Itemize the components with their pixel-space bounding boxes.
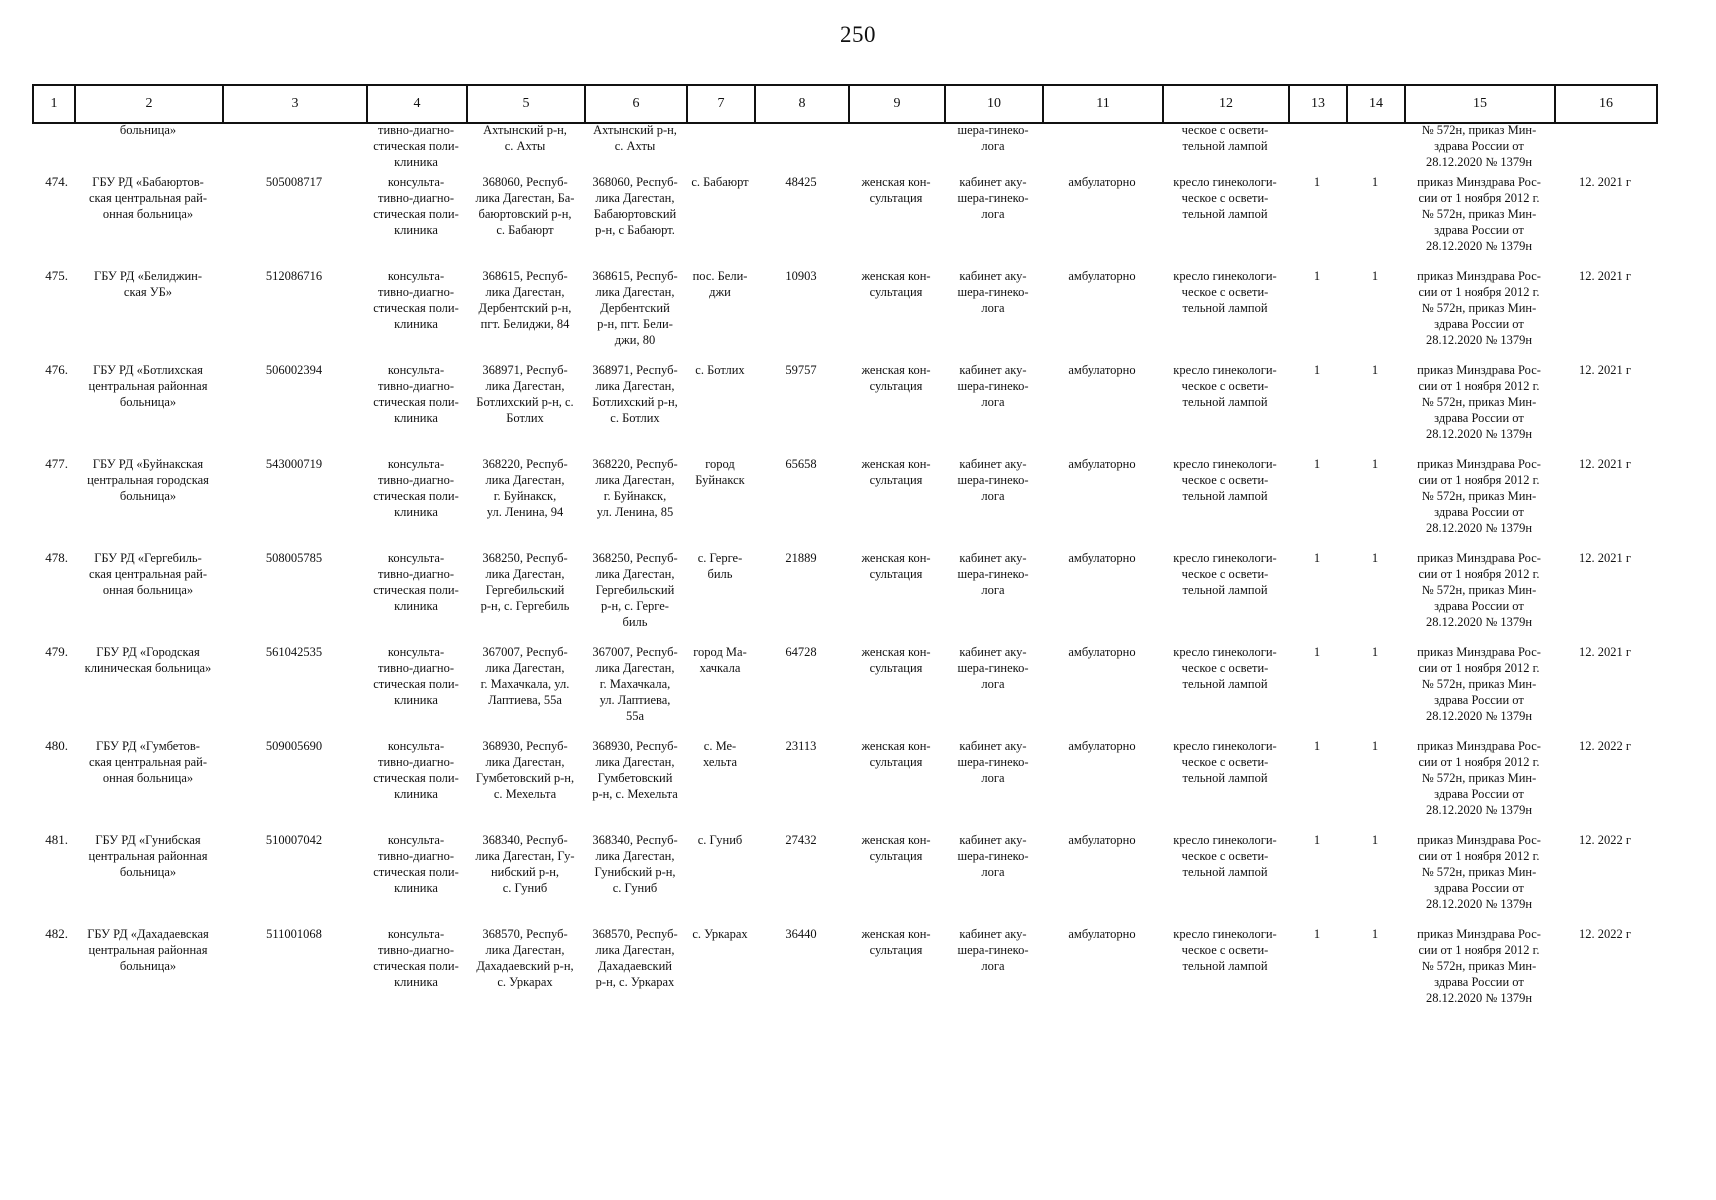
column-header-5: 5 — [467, 85, 585, 123]
cell-unit — [848, 122, 944, 174]
cell-room: кабинет аку- шера-гинеко- лога — [957, 363, 1029, 409]
cell-addr2: 367007, Респуб- лика Дагестан, г. Махачкала, ул. Лаптиева, 55а — [592, 645, 678, 723]
cell-place: с. Уркарах — [692, 927, 748, 941]
cell-place: с. Гуниб — [697, 833, 743, 847]
cell-type: консульта- тивно-диагно- стическая поли- клиника — [373, 927, 459, 989]
cell-num: 475. — [45, 268, 68, 283]
cell-addr2: 368570, Респуб- лика Дагестан, Дахадаевский р-н, с. Уркарах — [592, 927, 678, 989]
cell-date: 12. 2022 г — [1578, 927, 1631, 941]
cell-date — [1554, 122, 1656, 174]
column-header-3: 3 — [223, 85, 367, 123]
table-row — [32, 362, 1656, 456]
cell-equip: кресло гинекологи- ческое с освети- тельной лампой — [1173, 927, 1277, 973]
column-header-13: 13 — [1289, 85, 1347, 123]
column-header-4: 4 — [367, 85, 467, 123]
cell-room: кабинет аку- шера-гинеко- лога — [957, 457, 1029, 503]
cell-type: тивно-диагно- стическая поли- клиника — [373, 123, 459, 169]
cell-name: больница» — [119, 123, 177, 137]
cell-mode: амбулаторно — [1068, 645, 1136, 659]
cell-equip: кресло гинекологи- ческое с освети- тельной лампой — [1173, 457, 1277, 503]
continuation-row — [32, 122, 1656, 174]
cell-c14: 1 — [1371, 269, 1379, 283]
column-header-16: 16 — [1555, 85, 1657, 123]
cell-c13: 1 — [1313, 457, 1321, 471]
cell-room: кабинет аку- шера-гинеко- лога — [957, 175, 1029, 221]
cell-date: 12. 2021 г — [1578, 269, 1631, 283]
cell-addr1: 368971, Респуб- лика Дагестан, Ботлихский р-н, с. Ботлих — [476, 363, 574, 425]
cell-c13: 1 — [1313, 739, 1321, 753]
cell-addr1: 368615, Респуб- лика Дагестан, Дербентский р-н, пгт. Белиджи, 84 — [478, 269, 572, 331]
cell-type: консульта- тивно-диагно- стическая поли- клиника — [373, 175, 459, 237]
cell-addr2: 368220, Респуб- лика Дагестан, г. Буйнакск, ул. Ленина, 85 — [592, 457, 678, 519]
cell-mode: амбулаторно — [1068, 363, 1136, 377]
table-row — [32, 644, 1656, 738]
cell-c14: 1 — [1371, 175, 1379, 189]
cell-code: 506002394 — [265, 363, 323, 377]
column-header-14: 14 — [1347, 85, 1405, 123]
cell-place: с. Ботлих — [695, 363, 745, 377]
cell-order: приказ Минздрава Рос- сии от 1 ноября 2012 г. № 572н, приказ Мин- здрава России от 28.12.2020 № 1379н — [1417, 457, 1541, 535]
cell-name: ГБУ РД «Ботлихская центральная районная больница» — [88, 363, 208, 409]
cell-pop: 48425 — [785, 175, 817, 189]
cell-addr1: 368930, Респуб- лика Дагестан, Гумбетовский р-н, с. Мехельта — [475, 739, 575, 801]
cell-c13: 1 — [1313, 175, 1321, 189]
cell-date: 12. 2021 г — [1578, 175, 1631, 189]
cell-code: 511001068 — [266, 927, 322, 941]
cell-num: 480. — [45, 738, 68, 753]
cell-pop: 36440 — [785, 927, 817, 941]
column-header-10: 10 — [945, 85, 1043, 123]
cell-date: 12. 2021 г — [1578, 551, 1631, 565]
cell-type: консульта- тивно-диагно- стическая поли- клиника — [373, 833, 459, 895]
cell-place — [686, 122, 754, 174]
cell-name: ГБУ РД «Бабаюртов- ская центральная рай- онная больница» — [88, 175, 207, 221]
cell-addr1: 367007, Респуб- лика Дагестан, г. Махачкала, ул. Лаптиева, 55а — [480, 645, 570, 707]
cell-type: консульта- тивно-диагно- стическая поли- клиника — [373, 739, 459, 801]
cell-unit: женская кон- сультация — [861, 175, 931, 205]
cell-addr2: 368615, Респуб- лика Дагестан, Дербентский р-н, пгт. Бели- джи, 80 — [592, 269, 678, 347]
cell-equip: кресло гинекологи- ческое с освети- тельной лампой — [1173, 645, 1277, 691]
cell-room: кабинет аку- шера-гинеко- лога — [957, 833, 1029, 879]
cell-room: кабинет аку- шера-гинеко- лога — [957, 269, 1029, 315]
cell-mode: амбулаторно — [1068, 739, 1136, 753]
cell-name: ГБУ РД «Гунибская центральная районная больница» — [88, 833, 208, 879]
cell-place: с. Бабаюрт — [691, 175, 749, 189]
cell-code: 505008717 — [265, 175, 323, 189]
cell-date: 12. 2021 г — [1578, 645, 1631, 659]
cell-pop: 59757 — [785, 363, 817, 377]
cell-num: 481. — [45, 832, 68, 847]
cell-c13: 1 — [1313, 269, 1321, 283]
cell-c14: 1 — [1371, 927, 1379, 941]
cell-order: приказ Минздрава Рос- сии от 1 ноября 2012 г. № 572н, приказ Мин- здрава России от 28.12.2020 № 1379н — [1417, 551, 1541, 629]
cell-addr1: 368570, Респуб- лика Дагестан, Дахадаевский р-н, с. Уркарах — [476, 927, 574, 989]
column-header-11: 11 — [1043, 85, 1163, 123]
cell-c14 — [1346, 122, 1404, 174]
table-row — [32, 832, 1656, 926]
cell-unit: женская кон- сультация — [861, 457, 931, 487]
cell-room: кабинет аку- шера-гинеко- лога — [957, 551, 1029, 597]
table-row — [32, 738, 1656, 832]
cell-unit: женская кон- сультация — [861, 269, 931, 299]
cell-mode: амбулаторно — [1068, 833, 1136, 847]
column-header-15: 15 — [1405, 85, 1555, 123]
cell-mode: амбулаторно — [1068, 551, 1136, 565]
cell-c13: 1 — [1313, 645, 1321, 659]
cell-equip: кресло гинекологи- ческое с освети- тельной лампой — [1173, 833, 1277, 879]
cell-addr2: 368971, Респуб- лика Дагестан, Ботлихский р-н, с. Ботлих — [592, 363, 678, 425]
cell-c14: 1 — [1371, 645, 1379, 659]
cell-order: приказ Минздрава Рос- сии от 1 ноября 2012 г. № 572н, приказ Мин- здрава России от 28.12.2020 № 1379н — [1417, 363, 1541, 441]
cell-equip: кресло гинекологи- ческое с освети- тельной лампой — [1173, 363, 1277, 409]
records-table — [32, 122, 1656, 1020]
cell-num: 476. — [45, 362, 68, 377]
cell-unit: женская кон- сультация — [861, 551, 931, 581]
page-number: 250 — [840, 22, 876, 47]
cell-order: приказ Минздрава Рос- сии от 1 ноября 2012 г. № 572н, приказ Мин- здрава России от 28.12.2020 № 1379н — [1417, 645, 1541, 723]
cell-pop: 23113 — [785, 739, 817, 753]
cell-pop: 27432 — [785, 833, 817, 847]
cell-type: консульта- тивно-диагно- стическая поли- клиника — [373, 269, 459, 331]
cell-c14: 1 — [1371, 551, 1379, 565]
cell-code — [222, 122, 366, 174]
column-header-8: 8 — [755, 85, 849, 123]
cell-name: ГБУ РД «Белиджин- ская УБ» — [93, 269, 203, 299]
cell-place: с. Герге- биль — [697, 551, 743, 581]
column-header-12: 12 — [1163, 85, 1289, 123]
table-row — [32, 550, 1656, 644]
cell-equip: ческое с освети- тельной лампой — [1181, 123, 1269, 153]
cell-pop: 65658 — [785, 457, 817, 471]
cell-place: пос. Бели- джи — [692, 269, 748, 299]
cell-order: приказ Минздрава Рос- сии от 1 ноября 2012 г. № 572н, приказ Мин- здрава России от 28.12.2020 № 1379н — [1417, 927, 1541, 1005]
cell-c13: 1 — [1313, 833, 1321, 847]
column-header-9: 9 — [849, 85, 945, 123]
cell-c13: 1 — [1313, 551, 1321, 565]
cell-room: кабинет аку- шера-гинеко- лога — [957, 927, 1029, 973]
cell-room: кабинет аку- шера-гинеко- лога — [957, 739, 1029, 785]
cell-equip: кресло гинекологи- ческое с освети- тельной лампой — [1173, 269, 1277, 315]
cell-code: 508005785 — [265, 551, 323, 565]
cell-addr2: 368340, Респуб- лика Дагестан, Гунибский р-н, с. Гуниб — [592, 833, 678, 895]
column-header-1: 1 — [33, 85, 75, 123]
cell-code: 512086716 — [265, 269, 323, 283]
cell-code: 561042535 — [265, 645, 323, 659]
cell-pop: 64728 — [785, 645, 817, 659]
cell-addr2: 368060, Респуб- лика Дагестан, Бабаюртовский р-н, с Бабаюрт. — [592, 175, 678, 237]
column-header-table — [32, 84, 1658, 124]
cell-c14: 1 — [1371, 739, 1379, 753]
cell-date: 12. 2022 г — [1578, 833, 1631, 847]
cell-equip: кресло гинекологи- ческое с освети- тельной лампой — [1173, 175, 1277, 221]
cell-unit: женская кон- сультация — [861, 363, 931, 393]
cell-c14: 1 — [1371, 457, 1379, 471]
cell-pop — [754, 122, 848, 174]
cell-unit: женская кон- сультация — [861, 833, 931, 863]
cell-mode: амбулаторно — [1068, 269, 1136, 283]
cell-pop: 10903 — [785, 269, 817, 283]
cell-c13: 1 — [1313, 363, 1321, 377]
cell-c14: 1 — [1371, 363, 1379, 377]
cell-order: приказ Минздрава Рос- сии от 1 ноября 2012 г. № 572н, приказ Мин- здрава России от 28.12.2020 № 1379н — [1417, 175, 1541, 253]
cell-order: № 572н, приказ Мин- здрава России от 28.12.2020 № 1379н — [1421, 123, 1537, 169]
cell-addr1: Ахтынский р-н, с. Ахты — [483, 123, 567, 153]
cell-type: консульта- тивно-диагно- стическая поли- клиника — [373, 551, 459, 613]
column-header-2: 2 — [75, 85, 223, 123]
cell-unit: женская кон- сультация — [861, 927, 931, 957]
cell-pop: 21889 — [785, 551, 817, 565]
cell-mode: амбулаторно — [1068, 457, 1136, 471]
cell-order: приказ Минздрава Рос- сии от 1 ноября 2012 г. № 572н, приказ Мин- здрава России от 28.12.2020 № 1379н — [1417, 833, 1541, 911]
cell-c14: 1 — [1371, 833, 1379, 847]
cell-name: ГБУ РД «Буйнакская центральная городская больница» — [87, 457, 209, 503]
cell-place: город Ма- хачкала — [693, 645, 747, 675]
cell-addr2: 368930, Респуб- лика Дагестан, Гумбетовский р-н, с. Мехельта — [592, 739, 678, 801]
cell-place: город Буйнакск — [695, 457, 745, 487]
cell-name: ГБУ РД «Гумбетов- ская центральная рай- онная больница» — [88, 739, 207, 785]
table-row — [32, 926, 1656, 1020]
cell-addr1: 368250, Респуб- лика Дагестан, Гергебильский р-н, с. Гергебиль — [480, 551, 570, 613]
cell-addr1: 368220, Респуб- лика Дагестан, г. Буйнакск, ул. Ленина, 94 — [482, 457, 568, 519]
cell-num: 474. — [45, 174, 68, 189]
cell-type: консульта- тивно-диагно- стическая поли- клиника — [373, 363, 459, 425]
cell-equip: кресло гинекологи- ческое с освети- тельной лампой — [1173, 739, 1277, 785]
cell-addr2: Ахтынский р-н, с. Ахты — [593, 123, 677, 153]
cell-equip: кресло гинекологи- ческое с освети- тельной лампой — [1173, 551, 1277, 597]
cell-mode — [1042, 122, 1162, 174]
table-row — [32, 456, 1656, 550]
cell-num: 477. — [45, 456, 68, 471]
cell-order: приказ Минздрава Рос- сии от 1 ноября 2012 г. № 572н, приказ Мин- здрава России от 28.12.2020 № 1379н — [1417, 739, 1541, 817]
cell-room: шера-гинеко- лога — [957, 123, 1029, 153]
cell-room: кабинет аку- шера-гинеко- лога — [957, 645, 1029, 691]
cell-num: 482. — [45, 926, 68, 941]
cell-unit: женская кон- сультация — [861, 645, 931, 675]
cell-num — [32, 122, 74, 174]
cell-date: 12. 2022 г — [1578, 739, 1631, 753]
cell-c13 — [1288, 122, 1346, 174]
cell-code: 509005690 — [265, 739, 323, 753]
cell-mode: амбулаторно — [1068, 175, 1136, 189]
cell-order: приказ Минздрава Рос- сии от 1 ноября 2012 г. № 572н, приказ Мин- здрава России от 28.12.2020 № 1379н — [1417, 269, 1541, 347]
cell-addr2: 368250, Респуб- лика Дагестан, Гергебильский р-н, с. Герге- биль — [592, 551, 678, 629]
cell-name: ГБУ РД «Городская клиническая больница» — [84, 645, 212, 675]
cell-date: 12. 2021 г — [1578, 363, 1631, 377]
cell-num: 478. — [45, 550, 68, 565]
column-header-7: 7 — [687, 85, 755, 123]
cell-mode: амбулаторно — [1068, 927, 1136, 941]
cell-code: 543000719 — [265, 457, 323, 471]
cell-name: ГБУ РД «Гергебиль- ская центральная рай- онная больница» — [88, 551, 207, 597]
cell-code: 510007042 — [265, 833, 323, 847]
cell-place: с. Ме- хельта — [702, 739, 738, 769]
cell-num: 479. — [45, 644, 68, 659]
cell-type: консульта- тивно-диагно- стическая поли- клиника — [373, 457, 459, 519]
column-header-row — [33, 85, 1657, 123]
cell-unit: женская кон- сультация — [861, 739, 931, 769]
cell-addr1: 368060, Респуб- лика Дагестан, Ба- баюртовский р-н, с. Бабаюрт — [475, 175, 575, 237]
cell-addr1: 368340, Респуб- лика Дагестан, Гу- нибский р-н, с. Гуниб — [475, 833, 575, 895]
table-row — [32, 268, 1656, 362]
cell-c13: 1 — [1313, 927, 1321, 941]
cell-type: консульта- тивно-диагно- стическая поли- клиника — [373, 645, 459, 707]
cell-name: ГБУ РД «Дахадаевская центральная районная больница» — [87, 927, 209, 973]
table-row — [32, 174, 1656, 268]
column-header-6: 6 — [585, 85, 687, 123]
cell-date: 12. 2021 г — [1578, 457, 1631, 471]
